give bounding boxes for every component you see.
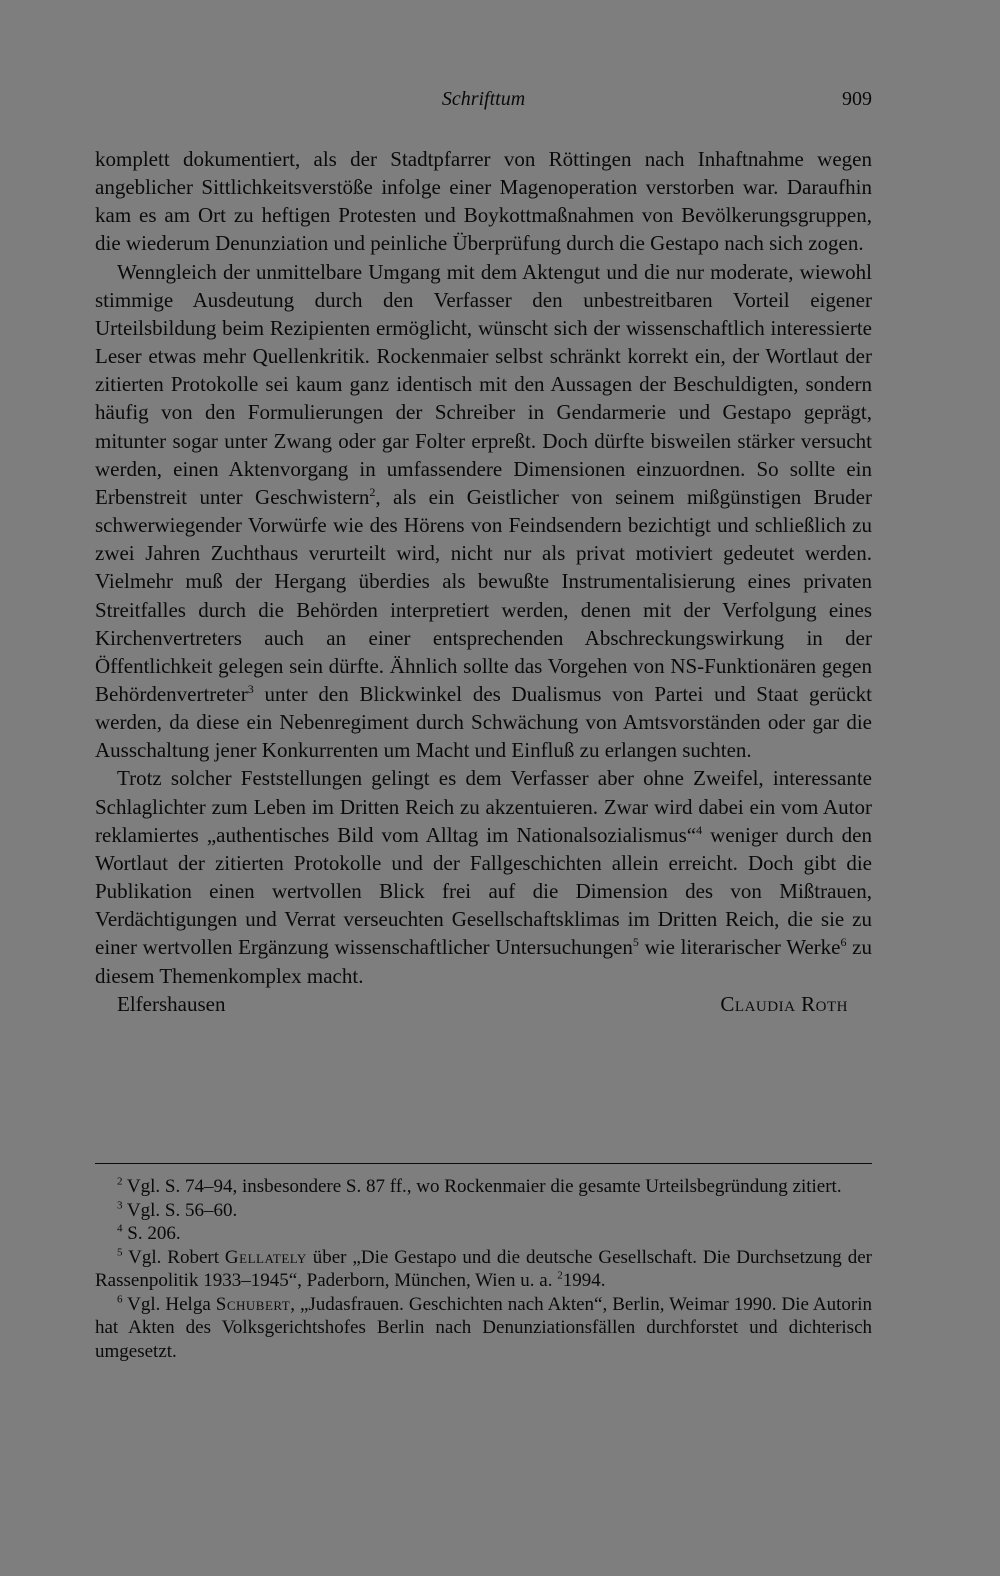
footnote-6: $^6$ Vgl. Helga Schubert, „Judasfrauen. Geschichten nach Akten“, Berlin, Weimar 1990. Die Autorin hat Akten des Volksgerichtshofes Berlin nach Denunziationsfällen durchforstet und dichterisch umgesetzt. [95, 1293, 872, 1362]
footnote-ref-5: 5 [632, 935, 639, 950]
footnote-ref-3: 3 [247, 681, 254, 696]
running-header [95, 88, 872, 118]
main-text [95, 145, 872, 1018]
running-title: Schrifttum [441, 88, 526, 110]
footnote-3: $^3$ Vgl. S. 56–60. [117, 1199, 238, 1221]
footnote-divider [95, 1163, 872, 1164]
signature-place: Elfershausen [117, 991, 226, 1016]
footnote-5: $^5$ Vgl. Robert Gellately über „Die Gestapo und die deutsche Gesellschaft. Die Durchsetzung der Rassenpolitik 1933–1945“, Paderborn, München, Wien u. a. $^2$1994. [95, 1246, 872, 1291]
signature-line [95, 990, 872, 1018]
paragraph-2: Wenngleich der unmittelbare Umgang mit dem Aktengut und die nur moderate, wiewohl stimmige Ausdeutung durch den Verfasser den unbestreitbaren Vorteil eigener Urteilsbildung beim Rezipienten ermöglicht, wünscht sich der wissenschaftlich interessierte Leser etwas mehr Quellenkritik. Rockenmaier selbst schränkt korrekt ein, der Wortlaut der zitierten Protokolle sei kaum ganz identisch mit den Aussagen der Beschuldigten, sondern häufig von den Formulierungen der Schreiber in Gendarmerie und Gestapo geprägt, mitunter sogar unter Zwang oder gar Folter erpreßt. Doch dürfte bisweilen stärker versucht werden, einen Aktenvorgang in umfassendere Dimensionen einzuordnen. So sollte ein Erbenstreit unter Geschwistern$^2$, als ein Geistlicher von seinem mißgünstigen Bruder schwerwiegender Vorwürfe wie des Hörens von Feindsendern bezichtigt und schließlich zu zwei Jahren Zuchthaus verurteilt wird, nicht nur als privat motiviert gedeutet werden. Vielmehr muß der Hergang überdies als bewußte Instrumentalisierung eines privaten Streitfalles durch die Behörden interpretiert werden, denen mit der Verfolgung eines Kirchenvertreters auch an einer entsprechenden Abschreckungswirkung in der Öffentlichkeit gelegen sein dürfte. Ähnlich sollte das Vorgehen von NS-Funktionären gegen Behördenvertreter$^3$ unter den Blickwinkel des Dualismus von Partei und Staat gerückt werden, da diese ein Nebenregiment durch Schwächung von Amtsvorständen oder gar die Ausschaltung jener Konkurrenten um Macht und Einfluß zu erlangen suchten. [95, 259, 872, 763]
footnote-ref-2: 2 [369, 484, 376, 499]
footnote-4: $^4$ S. 206. [117, 1222, 181, 1244]
page-number: 909 [842, 88, 872, 110]
footnote-ref-6: 6 [840, 935, 847, 950]
footnote-ref-4: 4 [696, 822, 703, 837]
signature-author: Claudia Roth [720, 991, 848, 1016]
footnotes [95, 1175, 872, 1363]
footnote-2: $^2$ Vgl. S. 74–94, insbesondere S. 87 ff., wo Rockenmaier die gesamte Urteilsbegründung zitiert. [117, 1175, 842, 1197]
paragraph-1: komplett dokumentiert, als der Stadtpfarrer von Röttingen nach Inhaftnahme wegen angeblicher Sittlichkeitsverstöße infolge einer Magenoperation verstorben war. Daraufhin kam es am Ort zu heftigen Protesten und Boykottmaßnahmen von Bevölkerungsgruppen, die wiederum Denunziation und peinliche Überprüfung durch die Gestapo nach sich zogen. [95, 147, 872, 256]
paragraph-3: Trotz solcher Feststellungen gelingt es dem Verfasser aber ohne Zweifel, interessante Schlaglichter zum Leben im Dritten Reich zu akzentuieren. Zwar wird dabei ein vom Autor reklamiertes „authentisches Bild vom Alltag im Nationalsozialismus“$^4$ weniger durch den Wortlaut der zitierten Protokolle und der Fallgeschichten allein erreicht. Doch gibt die Publikation einen wertvollen Blick frei auf die Dimension des von Mißtrauen, Verdächtigungen und Verrat verseuchten Gesellschaftsklimas im Dritten Reich, die sie zu einer wertvollen Ergänzung wissenschaftlicher Untersuchungen$^5$ wie literarischer Werke$^6$ zu diesem Themenkomplex macht. [95, 766, 872, 988]
